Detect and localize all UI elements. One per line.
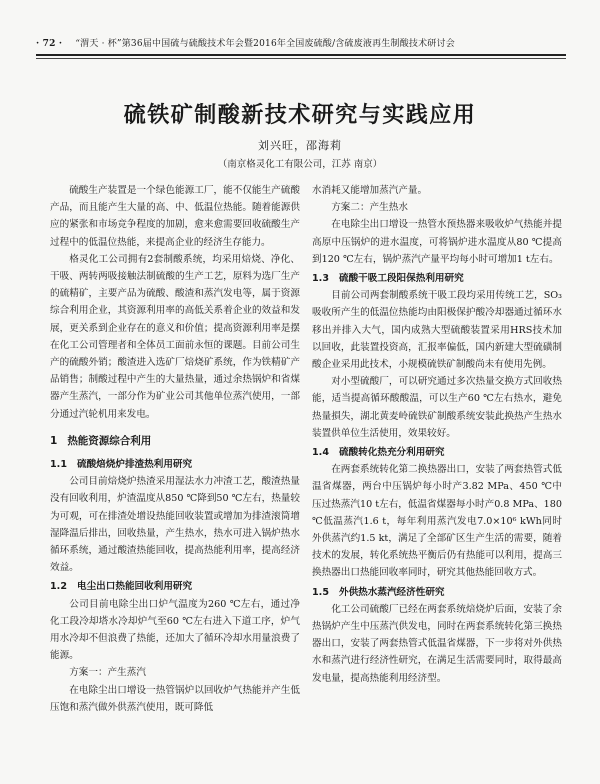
left-column [50, 182, 300, 716]
section-1-2-title: 电尘出口热能回收利用研究 [77, 581, 193, 593]
page-number: · 72 · [36, 39, 63, 49]
section-1-2-paragraph: 公司目前电除尘出口炉气温度为260 ℃左右，通过净化工段冷却塔水冷却炉气至60 ℃左右进入下道工序，炉气用水冷却不但浪费了热能，还加大了循环冷却水用量浪费了能源。 [50, 598, 300, 662]
intro-paragraph-1: 硫酸生产装置是一个绿色能源工厂，能不仅能生产硫酸产品，而且能产生大量的高、中、低温位热能。随着能源供应的紧张和市场竞争程度的加剧，愈来愈需要回收硫酸生产过程中的低温位热能，来提高企业的经济生存能力。 [50, 185, 300, 248]
scheme-1-paragraph: 在电除尘出口增设一热管锅炉以回收炉气热能并产生低压饱和蒸汽做外供蒸汽使用，既可降低 [50, 684, 300, 713]
section-1-4-paragraph: 在两套系统转化第二换热器出口，安装了两套热管式低温省煤器，两台中压锅炉每小时产3.82 MPa、450 ℃中压过热蒸汽10 t左右，低温省煤器每小时产0.8 MPa、180 ℃低温蒸汽1.6 t，每年利用蒸汽发电7.0×10⁶ kWh同时外供蒸汽约1.5 kt，满足了全部矿区生产生活的需要，随着技术的发展，转化系统热平衡后仍有热能可以利用，提高三换热器出口热能回收率同时，研究其他热能回收方式。 [312, 464, 562, 579]
scheme-2-paragraph: 在电除尘出口增设一热管水预热器来吸收炉气热能并提高原中压锅炉的进水温度，可将锅炉进水温度从80 ℃提高到120 ℃左右，锅炉蒸汽产量平均每小时可增加1 t左右。 [312, 219, 562, 265]
section-1-4-heading [312, 444, 562, 461]
section-1-1-title: 硫酸焙烧炉排渣热利用研究 [77, 459, 193, 471]
header-rule-thin [36, 58, 566, 59]
right-column [312, 182, 562, 687]
section-1-3-paragraph-2: 对小型硫酸厂，可以研究通过多次热量交换方式回收热能，适当提高循环酸酸温，可以生产60 ℃左右热水，避免热量損失，湖北黄麦岭硫铁矿制酸系统安装此换热产生热水装置供单位生活使用，效果较好。 [312, 376, 562, 439]
section-1-2-number: 1.2 [50, 581, 67, 593]
section-1-1-number: 1.1 [50, 459, 67, 471]
intro-paragraph-2: 格灵化工公司拥有2套制酸系统，均采用焙烧、净化、干吸、两转两吸接触法制硫酸的生产工艺，原料为选厂生产的硫精矿，主要产品为硫酸、酸渣和蒸汽发电等，属于资源综合利用企业，其资源利用率的高低关系着企业的效益和发展，更关系到企业存在的意义和价值；提高资源利用率是摆在化工公司管理者和全体员工面前永恒的课题。目前公司生产的硫酸外销；酸渣进入选矿厂焙烧矿系统，作为铁精矿产品销售；制酸过程中产生的大量热量，通过余热锅炉和省煤器产生蒸汽，一部分作为矿业公司其他单位蒸汽使用，一部分通过汽轮机用来发电。 [50, 253, 300, 420]
section-1-4-title: 硫酸转化热充分利用研究 [339, 447, 445, 459]
section-1-3-heading [312, 270, 562, 287]
section-1-number: 1 [50, 434, 58, 447]
section-1-5-number: 1.5 [312, 586, 329, 598]
section-1-2-heading [50, 578, 300, 595]
header-rule [36, 54, 566, 56]
journal-line: “渭天 · 杯”第36届中国硫与硫酸技术年会暨2016年全国废硫酸/含硫废液再生制酸技术研讨会 [75, 39, 455, 49]
section-1-title: 热能资源综合利用 [67, 434, 152, 447]
running-header [36, 36, 566, 49]
section-1-5-paragraph: 化工公司硫酸厂已经在两套系统焙烧炉后面，安装了余热锅炉产生中压蒸汽供发电，同时在两套系统转化第三换热器出口，安装了两套热管式低温省煤器，下一步将对外供热水和蒸汽进行经济性研究，在满足生活需要同时，取得最高发电量，提高热能利用经济型。 [312, 603, 562, 684]
section-1-3-title: 硫酸干吸工段阳保热利用研究 [339, 273, 464, 285]
paper-title: 硫铁矿制酸新技术研究与实践应用 [123, 103, 477, 128]
section-1-3-paragraph-1: 目前公司两套制酸系统干吸工段均采用传统工艺，SO₃吸收所产生的低温位热能均由阳极保护酸冷却器通过循环水移出并排入大气，国内成熟大型硫酸装置采用HRS技术加以回收，此装置投资高，汇报率偏低，国内新建大型硫磺制酸企业采用此技术，小规模硫铁矿制酸尚未有使用先例。 [312, 290, 562, 371]
scheme-2-label: 方案二：产生热水 [331, 202, 408, 214]
affiliation: （南京格灵化工有限公司，江苏 南京） [217, 159, 383, 170]
section-1-1-paragraph: 公司目前焙烧炉热渣采用湿法水力冲渣工艺，酸渣热量没有回收利用，炉渣温度从850 ℃降到50 ℃左右，热量较为可观，可在排渣处增设热能回收装置或增加为排渣滚筒增湿降温后排出，回收热量，产生热水，热水可进入锅炉热水循环系统，通过酸渣热能回收，提高热能利用率，提高经济效益。 [50, 476, 300, 574]
section-1-4-number: 1.4 [312, 447, 329, 459]
section-1-5-title: 外供热水蒸汽经济性研究 [339, 586, 445, 598]
section-1-heading [50, 433, 300, 450]
scheme-1-label: 方案一：产生蒸汽 [69, 667, 146, 679]
section-1-5-heading [312, 584, 562, 601]
scheme-1-continuation: 水消耗又能增加蒸汽产量。 [312, 185, 428, 196]
section-1-3-number: 1.3 [312, 273, 329, 285]
authors: 刘兴旺，邵海莉 [258, 139, 342, 152]
section-1-1-heading [50, 456, 300, 473]
